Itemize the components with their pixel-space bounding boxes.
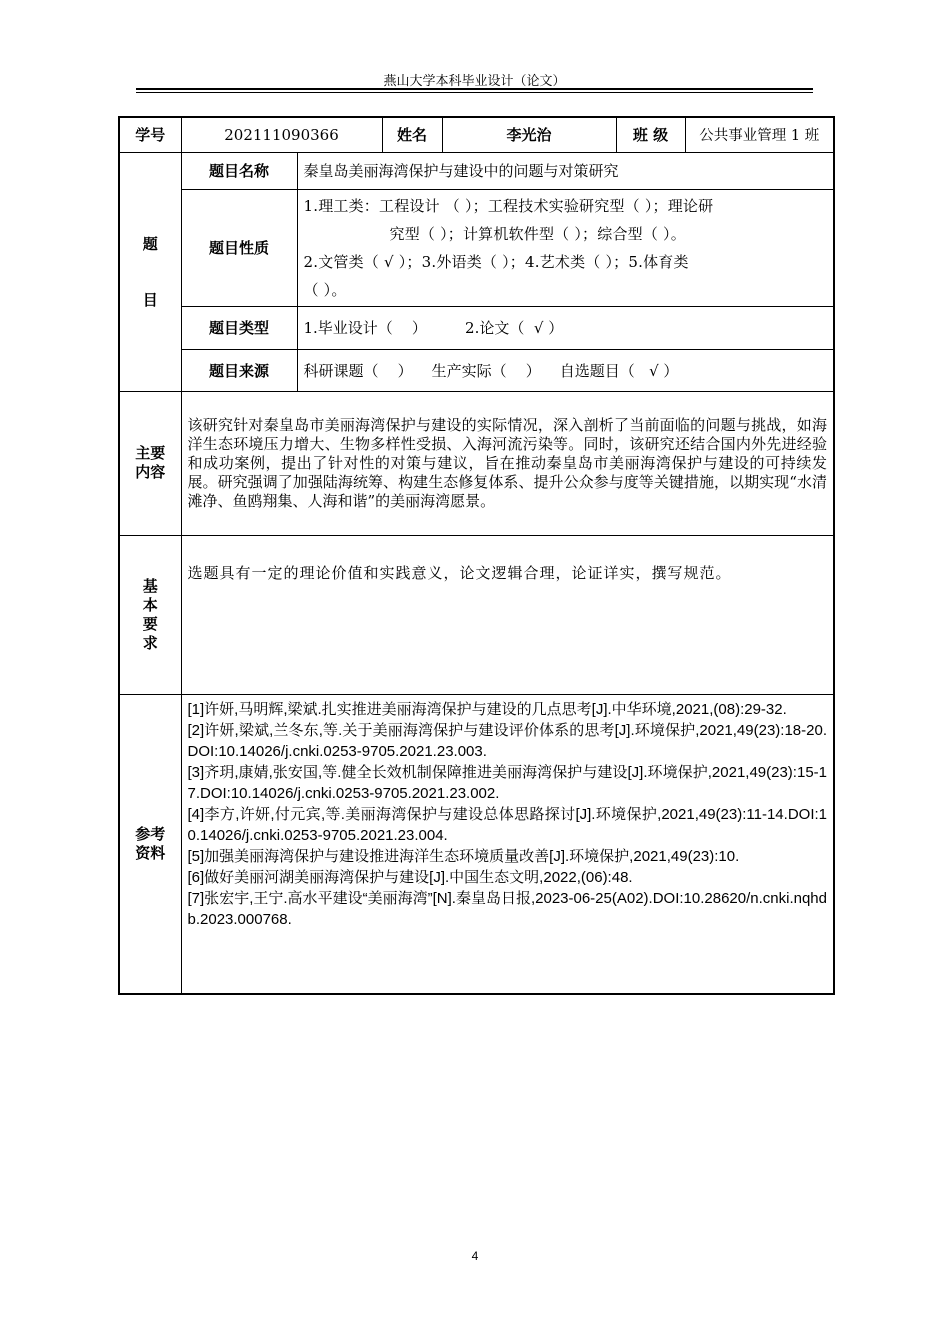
main-content-row	[119, 391, 834, 535]
page-number: 4	[471, 1249, 479, 1263]
reference-item: [5]加强美丽海湾保护与建设推进海洋生态环境质量改善[J].环境保护,2021,49(23):10.	[187, 847, 740, 865]
requirements-text: 选题具有一定的理论价值和实践意义，论文逻辑合理，论证详实，撰写规范。	[181, 535, 834, 694]
topic-nature-label: 题目性质	[181, 189, 297, 306]
header-rule-thin	[136, 92, 813, 93]
references-row	[119, 694, 834, 994]
topic-type-row	[119, 306, 834, 349]
topic-name-label: 题目名称	[181, 152, 297, 189]
requirements-row	[119, 535, 834, 694]
reference-item: [7]张宏宇,王宁.高水平建设“美丽海湾”[N].秦皇岛日报,2023-06-25(A02).DOI:10.28620/n.cnki.nqhdb.2023.000768.	[187, 889, 827, 928]
nature-line-4: （ ）。	[303, 280, 347, 299]
topic-source-value: 科研课题（ ） 生产实际（ ） 自选题目（ √ ）	[297, 349, 834, 391]
requirements-label: 基 本 要 求	[119, 535, 181, 694]
topic-name-row	[119, 152, 834, 189]
topic-type-label: 题目类型	[181, 306, 297, 349]
topic-source-label: 题目来源	[181, 349, 297, 391]
reference-item: [2]许妍,梁斌,兰冬东,等.关于美丽海湾保护与建设评价体系的思考[J].环境保护,2021,49(23):18-20.DOI:10.14026/j.cnki.0253-9705.2021.23.003.	[187, 721, 827, 760]
page-header: 燕山大学本科毕业设计（论文）	[383, 74, 566, 89]
student-info-row	[119, 117, 834, 152]
topic-nature-value	[297, 189, 834, 306]
main-content-text: 该研究针对秦皇岛市美丽海湾保护与建设的实际情况，深入剖析了当前面临的问题与挑战，如海洋生态环境压力增大、生物多样性受损、入海河流污染等。同时，该研究还结合国内外先进经验和成功案例，提出了针对性的对策与建议，旨在推动秦皇岛市美丽海湾保护与建设的可持续发展。研究强调了加强陆海统筹、构建生态修复体系、提升公众参与度等关键措施，以期实现“水清滩净、鱼鸥翔集、人海和谐”的美丽海湾愿景。	[181, 391, 834, 535]
student-id-value: 202111090366	[181, 117, 382, 152]
reference-item: [1]许妍,马明辉,梁斌.扎实推进美丽海湾保护与建设的几点思考[J].中华环境,2021,(08):29-32.	[187, 700, 787, 718]
topic-source-row	[119, 349, 834, 391]
reference-item: [6]做好美丽河湖美丽海湾保护与建设[J].中国生态文明,2022,(06):48.	[187, 868, 633, 886]
main-content-label: 主要 内容	[119, 391, 181, 535]
nature-line-3: 2.文管类（ √ ）；3.外语类（ ）；4.艺术类（ ）；5.体育类	[303, 252, 689, 271]
topic-nature-row	[119, 189, 834, 306]
name-label: 姓名	[382, 117, 442, 152]
references-label: 参考 资料	[119, 694, 181, 994]
nature-line-2: 究型（ ）；计算机软件型（ ）；综合型（ ）。	[389, 224, 686, 243]
class-label: 班 级	[616, 117, 685, 152]
name-value: 李光治	[442, 117, 616, 152]
topic-type-value: 1.毕业设计（ ） 2.论文（ √ ）	[297, 306, 834, 349]
reference-item: [3]齐玥,康婧,张安国,等.健全长效机制保障推进美丽海湾保护与建设[J].环境保护,2021,49(23):15-17.DOI:10.14026/j.cnki.0253-9705.2021.23.002.	[187, 763, 827, 802]
student-id-label: 学号	[119, 117, 181, 152]
reference-item: [4]李方,许妍,付元宾,等.美丽海湾保护与建设总体思路探讨[J].环境保护,2021,49(23):11-14.DOI:10.14026/j.cnki.0253-9705.2021.23.004.	[187, 805, 827, 844]
topic-section-label: 题 目	[119, 152, 181, 391]
thesis-task-form	[118, 116, 835, 995]
topic-name-value: 秦皇岛美丽海湾保护与建设中的问题与对策研究	[297, 152, 834, 189]
header-rule-thick	[136, 88, 813, 90]
references-list	[181, 694, 834, 994]
nature-line-1: 1.理工类：工程设计 （ ）；工程技术实验研究型（ ）；理论研	[303, 196, 714, 215]
class-value: 公共事业管理 1 班	[685, 117, 834, 152]
